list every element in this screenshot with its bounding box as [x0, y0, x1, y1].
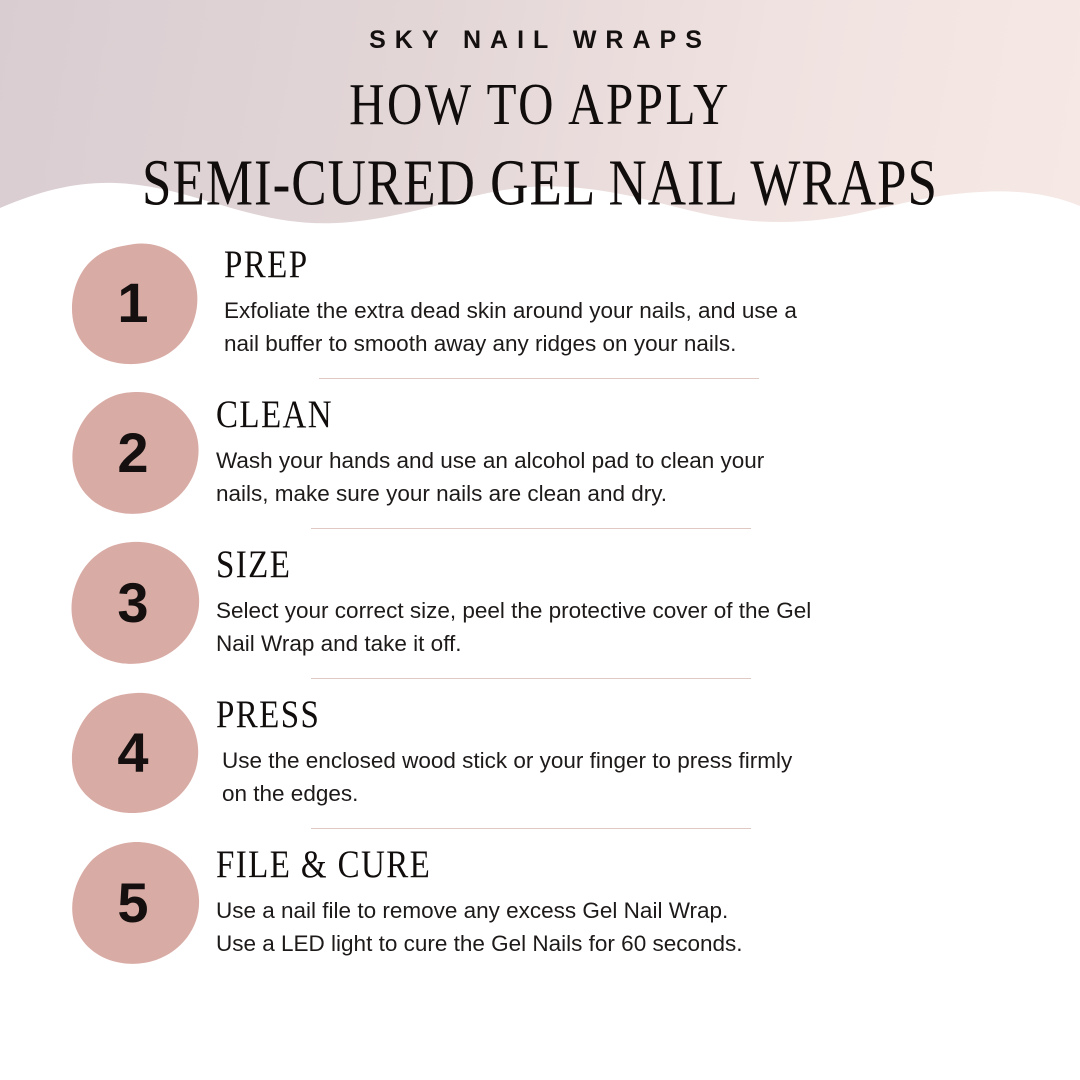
step-description	[224, 295, 1014, 360]
step-number: 5	[117, 870, 149, 934]
step-item	[0, 240, 1080, 390]
step-number: 2	[117, 420, 149, 484]
step-description-line: Use a nail file to remove any excess Gel Nail Wrap.	[216, 898, 729, 923]
header-content	[0, 0, 1080, 220]
step-description	[216, 745, 1012, 810]
step-description-line: Use a LED light to cure the Gel Nails for 60 seconds.	[216, 930, 743, 956]
step-content	[216, 690, 1040, 829]
step-description-line: on the edges.	[222, 780, 359, 806]
step-number: 4	[117, 720, 149, 784]
step-number: 1	[117, 270, 149, 334]
step-divider	[311, 528, 751, 529]
step-title: FILE & CURE	[216, 844, 432, 887]
step-item	[0, 390, 1080, 540]
step-number-badge	[66, 390, 216, 530]
step-title: PREP	[224, 244, 309, 287]
step-description	[216, 445, 1006, 510]
step-description-line: Wash your hands and use an alcohol pad to clean your	[216, 448, 765, 473]
step-number-badge	[66, 690, 216, 830]
step-item	[0, 540, 1080, 690]
step-divider	[319, 378, 759, 379]
step-divider	[311, 828, 751, 829]
step-item	[0, 840, 1080, 990]
step-item	[0, 690, 1080, 840]
brand-name: SKY NAIL WRAPS	[369, 26, 711, 54]
step-description-line: nails, make sure your nails are clean and dry.	[216, 480, 668, 506]
step-number-badge	[66, 540, 216, 680]
step-description-line: nail buffer to smooth away any ridges on your nails.	[224, 330, 737, 356]
page-title-line1: HOW TO APPLY	[349, 70, 731, 138]
step-number: 3	[117, 570, 149, 634]
page-title-line2: SEMI-CURED GEL NAIL WRAPS	[142, 147, 938, 220]
step-title: CLEAN	[216, 394, 333, 437]
step-description-line: Exfoliate the extra dead skin around your nails, and use a	[224, 298, 797, 323]
step-divider	[311, 678, 751, 679]
step-description-line: Select your correct size, peel the protective cover of the Gel	[216, 598, 812, 623]
step-content	[216, 240, 1040, 379]
step-description	[216, 895, 1006, 960]
step-title: PRESS	[216, 694, 321, 737]
steps-list	[0, 240, 1080, 990]
step-description-line: Nail Wrap and take it off.	[216, 630, 462, 656]
step-description	[216, 595, 1006, 660]
step-content	[216, 390, 1040, 529]
step-content	[216, 840, 1040, 960]
step-title: SIZE	[216, 544, 292, 587]
step-number-badge	[66, 840, 216, 980]
step-description-line: Use the enclosed wood stick or your finger to press firmly	[222, 748, 793, 773]
header-banner	[0, 0, 1080, 232]
step-number-badge	[66, 240, 216, 380]
step-content	[216, 540, 1040, 679]
